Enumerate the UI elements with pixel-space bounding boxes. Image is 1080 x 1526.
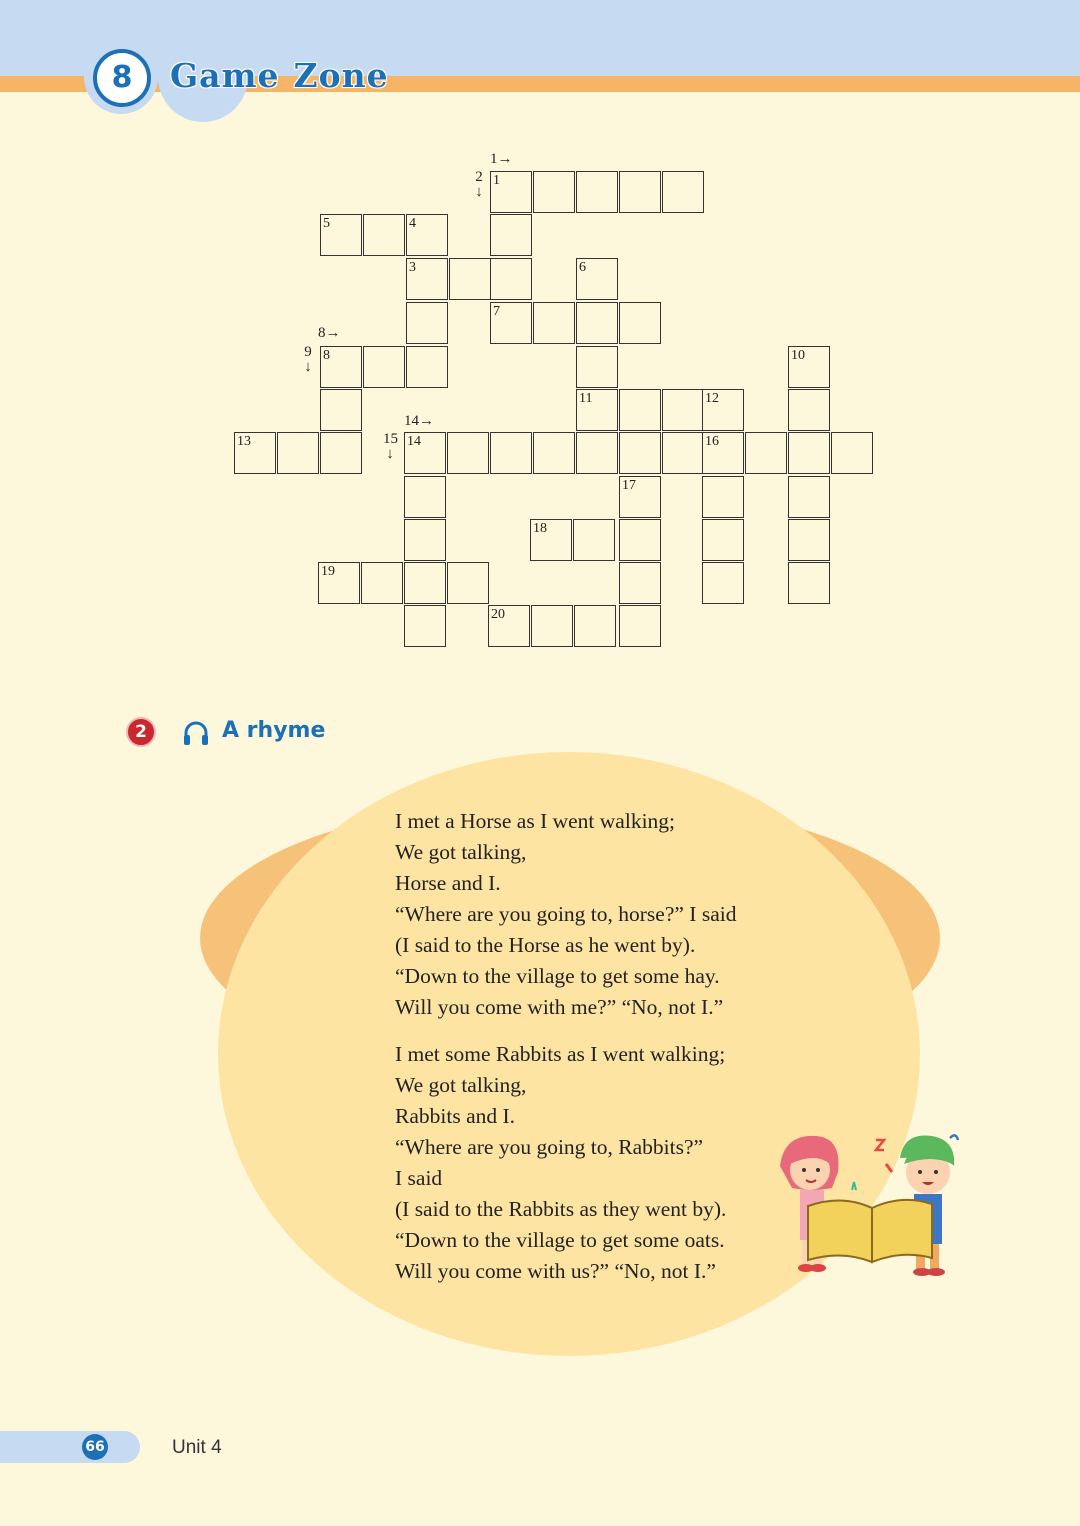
crossword-cell[interactable] [488,605,530,647]
crossword-cell[interactable] [277,432,319,474]
crossword-cell[interactable] [404,562,446,604]
crossword-cell[interactable] [404,432,446,474]
crossword-cell[interactable] [576,389,618,431]
crossword-cell[interactable] [363,346,405,388]
crossword-cell[interactable] [619,519,661,561]
arrow-down-icon: ↓ [304,359,312,375]
crossword-cell[interactable] [576,432,618,474]
title-word-zone: Zone [293,56,389,95]
section-number-badge: 8 [93,49,151,107]
rhyme-line: “Down to the village to get some oats. [395,1228,725,1252]
crossword-cell[interactable] [702,562,744,604]
crossword-cell[interactable] [447,562,489,604]
crossword-cell[interactable] [490,258,532,300]
crossword-cell[interactable] [406,214,448,256]
clue-number: 18 [533,521,547,536]
rhyme-stanza-2 [395,1039,815,1287]
crossword-cell[interactable] [404,605,446,647]
crossword-cell[interactable] [619,171,661,213]
crossword-cell[interactable] [619,562,661,604]
crossword-cell[interactable] [788,389,830,431]
crossword-cell[interactable] [404,476,446,518]
page-number: 66 [82,1434,108,1460]
rhyme-line: “Where are you going to, Rabbits?” [395,1135,704,1159]
clue-marker-9 [301,345,315,375]
rhyme-line: “Down to the village to get some hay. [395,964,720,988]
crossword-cell[interactable] [662,389,704,431]
page-number-tab [0,1431,140,1463]
clue-number: 5 [323,216,330,231]
rhyme-line: Will you come with us?” “No, not I.” [395,1259,716,1283]
rhyme-line: Horse and I. [395,871,501,895]
clue-number: 14 [404,413,419,429]
crossword-cell[interactable] [490,171,532,213]
rhyme-line: “Where are you going to, horse?” I said [395,902,737,926]
rhyme-line: (I said to the Rabbits as they went by). [395,1197,727,1221]
unit-label: Unit 4 [172,1437,222,1458]
crossword-cell[interactable] [320,214,362,256]
crossword-cell[interactable] [619,389,661,431]
crossword-cell[interactable] [406,258,448,300]
crossword-cell[interactable] [619,476,661,518]
arrow-down-icon: ↓ [475,184,483,200]
crossword-cell[interactable] [406,346,448,388]
crossword-cell[interactable] [320,389,362,431]
crossword-cell[interactable] [234,432,276,474]
clue-number: 20 [491,607,505,622]
clue-number: 9 [304,344,312,360]
arrow-right-icon: → [497,151,513,167]
rhyme-line: I said [395,1166,443,1190]
rhyme-line: Rabbits and I. [395,1104,516,1128]
crossword-cell[interactable] [702,389,744,431]
rhyme-line: (I said to the Horse as he went by). [395,933,696,957]
crossword-cell[interactable] [788,432,830,474]
rhyme-line: We got talking, [395,840,527,864]
clue-number: 14 [407,434,421,449]
crossword-cell[interactable] [745,432,787,474]
arrow-down-icon: ↓ [386,446,394,462]
crossword-cell[interactable] [831,432,873,474]
crossword-cell[interactable] [788,562,830,604]
arrow-right-icon: → [419,413,434,429]
crossword-cell[interactable] [702,432,744,474]
clue-number: 16 [705,434,719,449]
clue-marker-15 [383,432,397,462]
crossword-cell[interactable] [788,519,830,561]
crossword-grid [0,0,1080,700]
crossword-cell[interactable] [406,302,448,344]
crossword-cell[interactable] [573,519,615,561]
exercise-number-badge: 2 [126,717,156,747]
crossword-cell[interactable] [318,562,360,604]
clue-number: 19 [321,564,335,579]
section-title: A rhyme [222,718,326,743]
clue-number: 12 [705,391,719,406]
crossword-cell[interactable] [533,432,575,474]
clue-number: 4 [409,216,416,231]
rhyme-line: Will you come with me?” “No, not I.” [395,995,724,1019]
crossword-cell[interactable] [363,214,405,256]
crossword-cell[interactable] [320,346,362,388]
crossword-cell[interactable] [702,476,744,518]
crossword-cell[interactable] [533,302,575,344]
crossword-cell[interactable] [576,302,618,344]
clue-number: 8 [323,348,330,363]
crossword-cell[interactable] [702,519,744,561]
clue-marker-1 [490,151,513,168]
crossword-cell[interactable] [531,605,573,647]
clue-number: 7 [493,304,500,319]
clue-number: 3 [409,260,416,275]
crossword-cell[interactable] [404,519,446,561]
kids-reading-illustration [772,1128,972,1288]
crossword-cell[interactable] [320,432,362,474]
title-word-game: Game [170,56,280,95]
crossword-cell[interactable] [490,432,532,474]
crossword-cell[interactable] [788,476,830,518]
clue-number: 1 [493,173,500,188]
clue-number: 8 [318,325,326,341]
crossword-cell[interactable] [619,302,661,344]
crossword-cell[interactable] [447,432,489,474]
crossword-cell[interactable] [490,214,532,256]
crossword-cell[interactable] [533,171,575,213]
clue-marker-14 [404,413,434,430]
clue-number: 15 [383,431,398,447]
clue-marker-8 [318,325,341,342]
clue-number: 11 [579,391,593,406]
crossword-cell[interactable] [619,432,661,474]
crossword-cell[interactable] [788,346,830,388]
crossword-cell[interactable] [449,258,491,300]
clue-marker-2 [472,170,486,200]
clue-number: 13 [237,434,251,449]
crossword-cell[interactable] [576,171,618,213]
headphones-icon [181,719,211,749]
rhyme-line: I met some Rabbits as I went walking; [395,1042,726,1066]
crossword-cell[interactable] [662,432,704,474]
clue-number: 2 [475,169,483,185]
clue-number: 6 [579,260,586,275]
rhyme-line: I met a Horse as I went walking; [395,809,676,833]
clue-number: 10 [791,348,805,363]
rhyme-stanza-1 [395,806,815,1023]
crossword-cell[interactable] [662,171,704,213]
rhyme-line: We got talking, [395,1073,527,1097]
crossword-cell[interactable] [574,605,616,647]
crossword-cell[interactable] [576,258,618,300]
clue-number: 17 [622,478,636,493]
clue-number: 1 [490,151,498,167]
arrow-right-icon: → [325,325,341,341]
crossword-cell[interactable] [490,302,532,344]
crossword-cell[interactable] [576,346,618,388]
crossword-cell[interactable] [361,562,403,604]
crossword-cell[interactable] [619,605,661,647]
crossword-cell[interactable] [530,519,572,561]
